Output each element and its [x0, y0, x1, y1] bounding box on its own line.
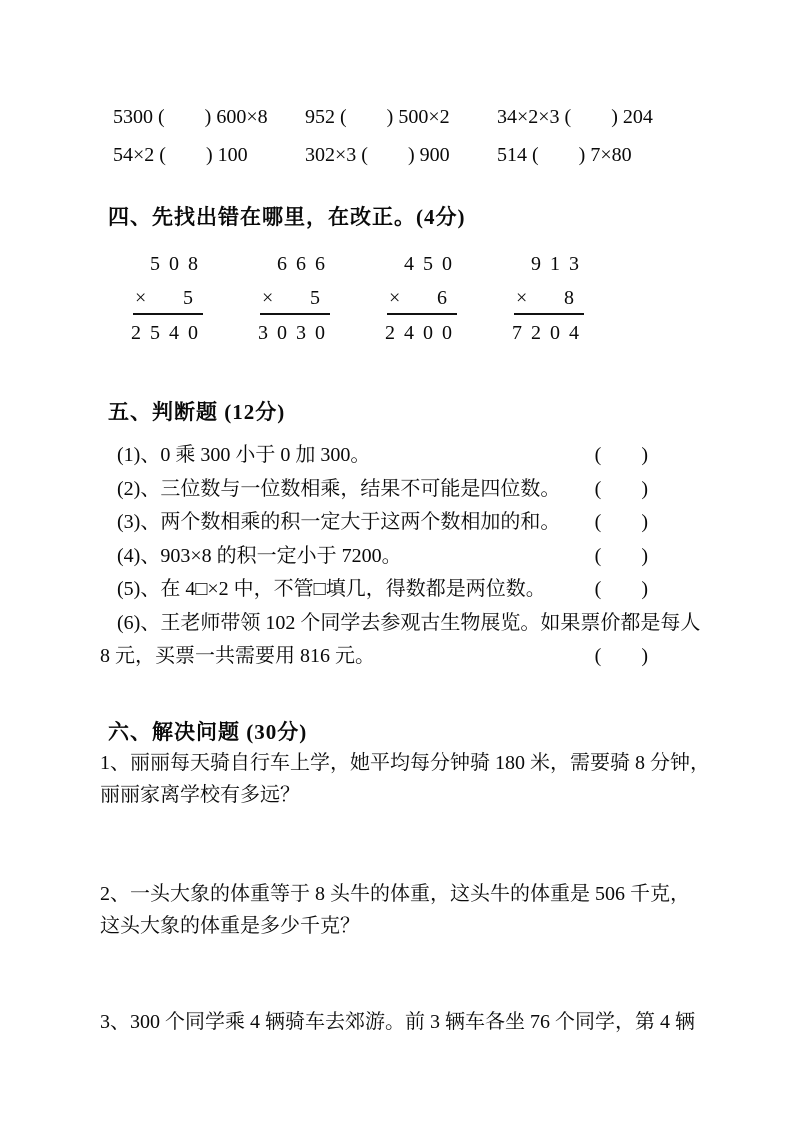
multiply-sign: × [389, 287, 401, 309]
compare-item: 302×3 ( ) 900 [305, 144, 450, 166]
section-heading: 四、先找出错在哪里，在改正。(4分) [108, 205, 466, 229]
answer-parens: ( ) [594, 544, 648, 567]
judgment-item [100, 607, 793, 674]
judgment-item [117, 573, 793, 607]
section-heading: 五、判断题 (12分) [108, 400, 286, 424]
vmul-result: 2 5 4 0 [131, 322, 200, 344]
error-correction-section [100, 203, 793, 345]
answer-parens: ( ) [594, 511, 648, 533]
vmul-multiplier: 5 [310, 287, 320, 309]
judgment-text: (4)、903×8 的积一定小于 7200。 [117, 544, 402, 567]
problem-line: 1、丽丽每天骑自行车上学，她平均每分钟骑 180 米，需要骑 8 分钟， [100, 751, 710, 774]
vmul-result: 3 0 3 0 [258, 322, 327, 344]
compare-section [113, 100, 793, 176]
answer-parens: ( ) [594, 444, 648, 466]
word-problem [100, 878, 793, 942]
judgment-text: (3)、两个数相乘的积一定大于这两个数相加的和。 [117, 511, 561, 533]
compare-row [113, 100, 793, 138]
compare-item: 952 ( ) 500×2 [305, 106, 450, 128]
vmul-multiplicand: 6 6 6 [277, 253, 327, 275]
problem-line: 丽丽家离学校有多远？ [100, 783, 300, 806]
multiply-sign: × [262, 287, 274, 309]
vmul-multiplicand: 9 1 3 [531, 253, 581, 275]
compare-item: 34×2×3 ( ) 204 [497, 106, 653, 128]
vmul-multiplicand: 5 0 8 [150, 253, 200, 275]
multiply-sign: × [516, 287, 528, 309]
compare-item: 5300 ( ) 600×8 [113, 106, 268, 128]
word-problem [100, 747, 793, 811]
vmul-operator-line [133, 287, 203, 315]
judgment-text-wrap [100, 640, 793, 674]
judgment-section [100, 398, 793, 674]
problem-line: 2、一头大象的体重等于 8 头牛的体重，这头牛的体重是 506 千克， [100, 882, 690, 905]
multiply-sign: × [135, 287, 147, 309]
answer-parens: ( ) [594, 645, 648, 667]
vmul-problem [260, 253, 330, 345]
vmul-result: 7 2 0 4 [512, 322, 581, 344]
vmul-problem [387, 253, 457, 345]
answer-parens: ( ) [594, 477, 648, 500]
compare-item: 514 ( ) 7×80 [497, 144, 632, 166]
judgment-item [117, 473, 793, 507]
judgment-text: (1)、0 乘 300 小于 0 加 300。 [117, 444, 371, 466]
vmul-problem [133, 253, 203, 345]
judgment-list [100, 439, 793, 674]
section-heading: 六、解决问题 (30分) [108, 719, 308, 744]
judgment-text: 8 元，买票一共需要用 816 元。 [100, 645, 375, 667]
vmul-multiplier: 5 [183, 287, 193, 309]
word-problem [100, 1006, 793, 1038]
answer-parens: ( ) [594, 578, 648, 600]
judgment-text: (5)、在 4□×2 中，不管□填几，得数都是两位数。 [117, 578, 546, 600]
vmul-multiplier: 8 [564, 287, 574, 309]
vmul-problem [514, 253, 584, 345]
compare-row [113, 138, 793, 176]
judgment-item [117, 439, 793, 473]
vmul-multiplier: 6 [437, 287, 447, 309]
solve-problems-section [100, 718, 793, 1038]
judgment-item [117, 540, 793, 574]
compare-item: 54×2 ( ) 100 [113, 144, 248, 166]
judgment-text: (2)、三位数与一位数相乘，结果不可能是四位数。 [117, 477, 561, 500]
vmul-operator-line [514, 287, 584, 315]
vmul-operator-line [387, 287, 457, 315]
vmul-operator-line [260, 287, 330, 315]
vertical-multiplication-row [133, 253, 793, 345]
problem-line: 这头大象的体重是多少千克？ [100, 914, 360, 937]
vmul-result: 2 4 0 0 [385, 322, 454, 344]
judgment-item [117, 506, 793, 540]
problem-line: 3、300 个同学乘 4 辆骑车去郊游。前 3 辆车各坐 76 个同学，第 4 辆 [100, 1010, 695, 1033]
judgment-text: (6)、王老师带领 102 个同学去参观古生物展览。如果票价都是每人 [117, 611, 701, 634]
vmul-multiplicand: 4 5 0 [404, 253, 454, 275]
